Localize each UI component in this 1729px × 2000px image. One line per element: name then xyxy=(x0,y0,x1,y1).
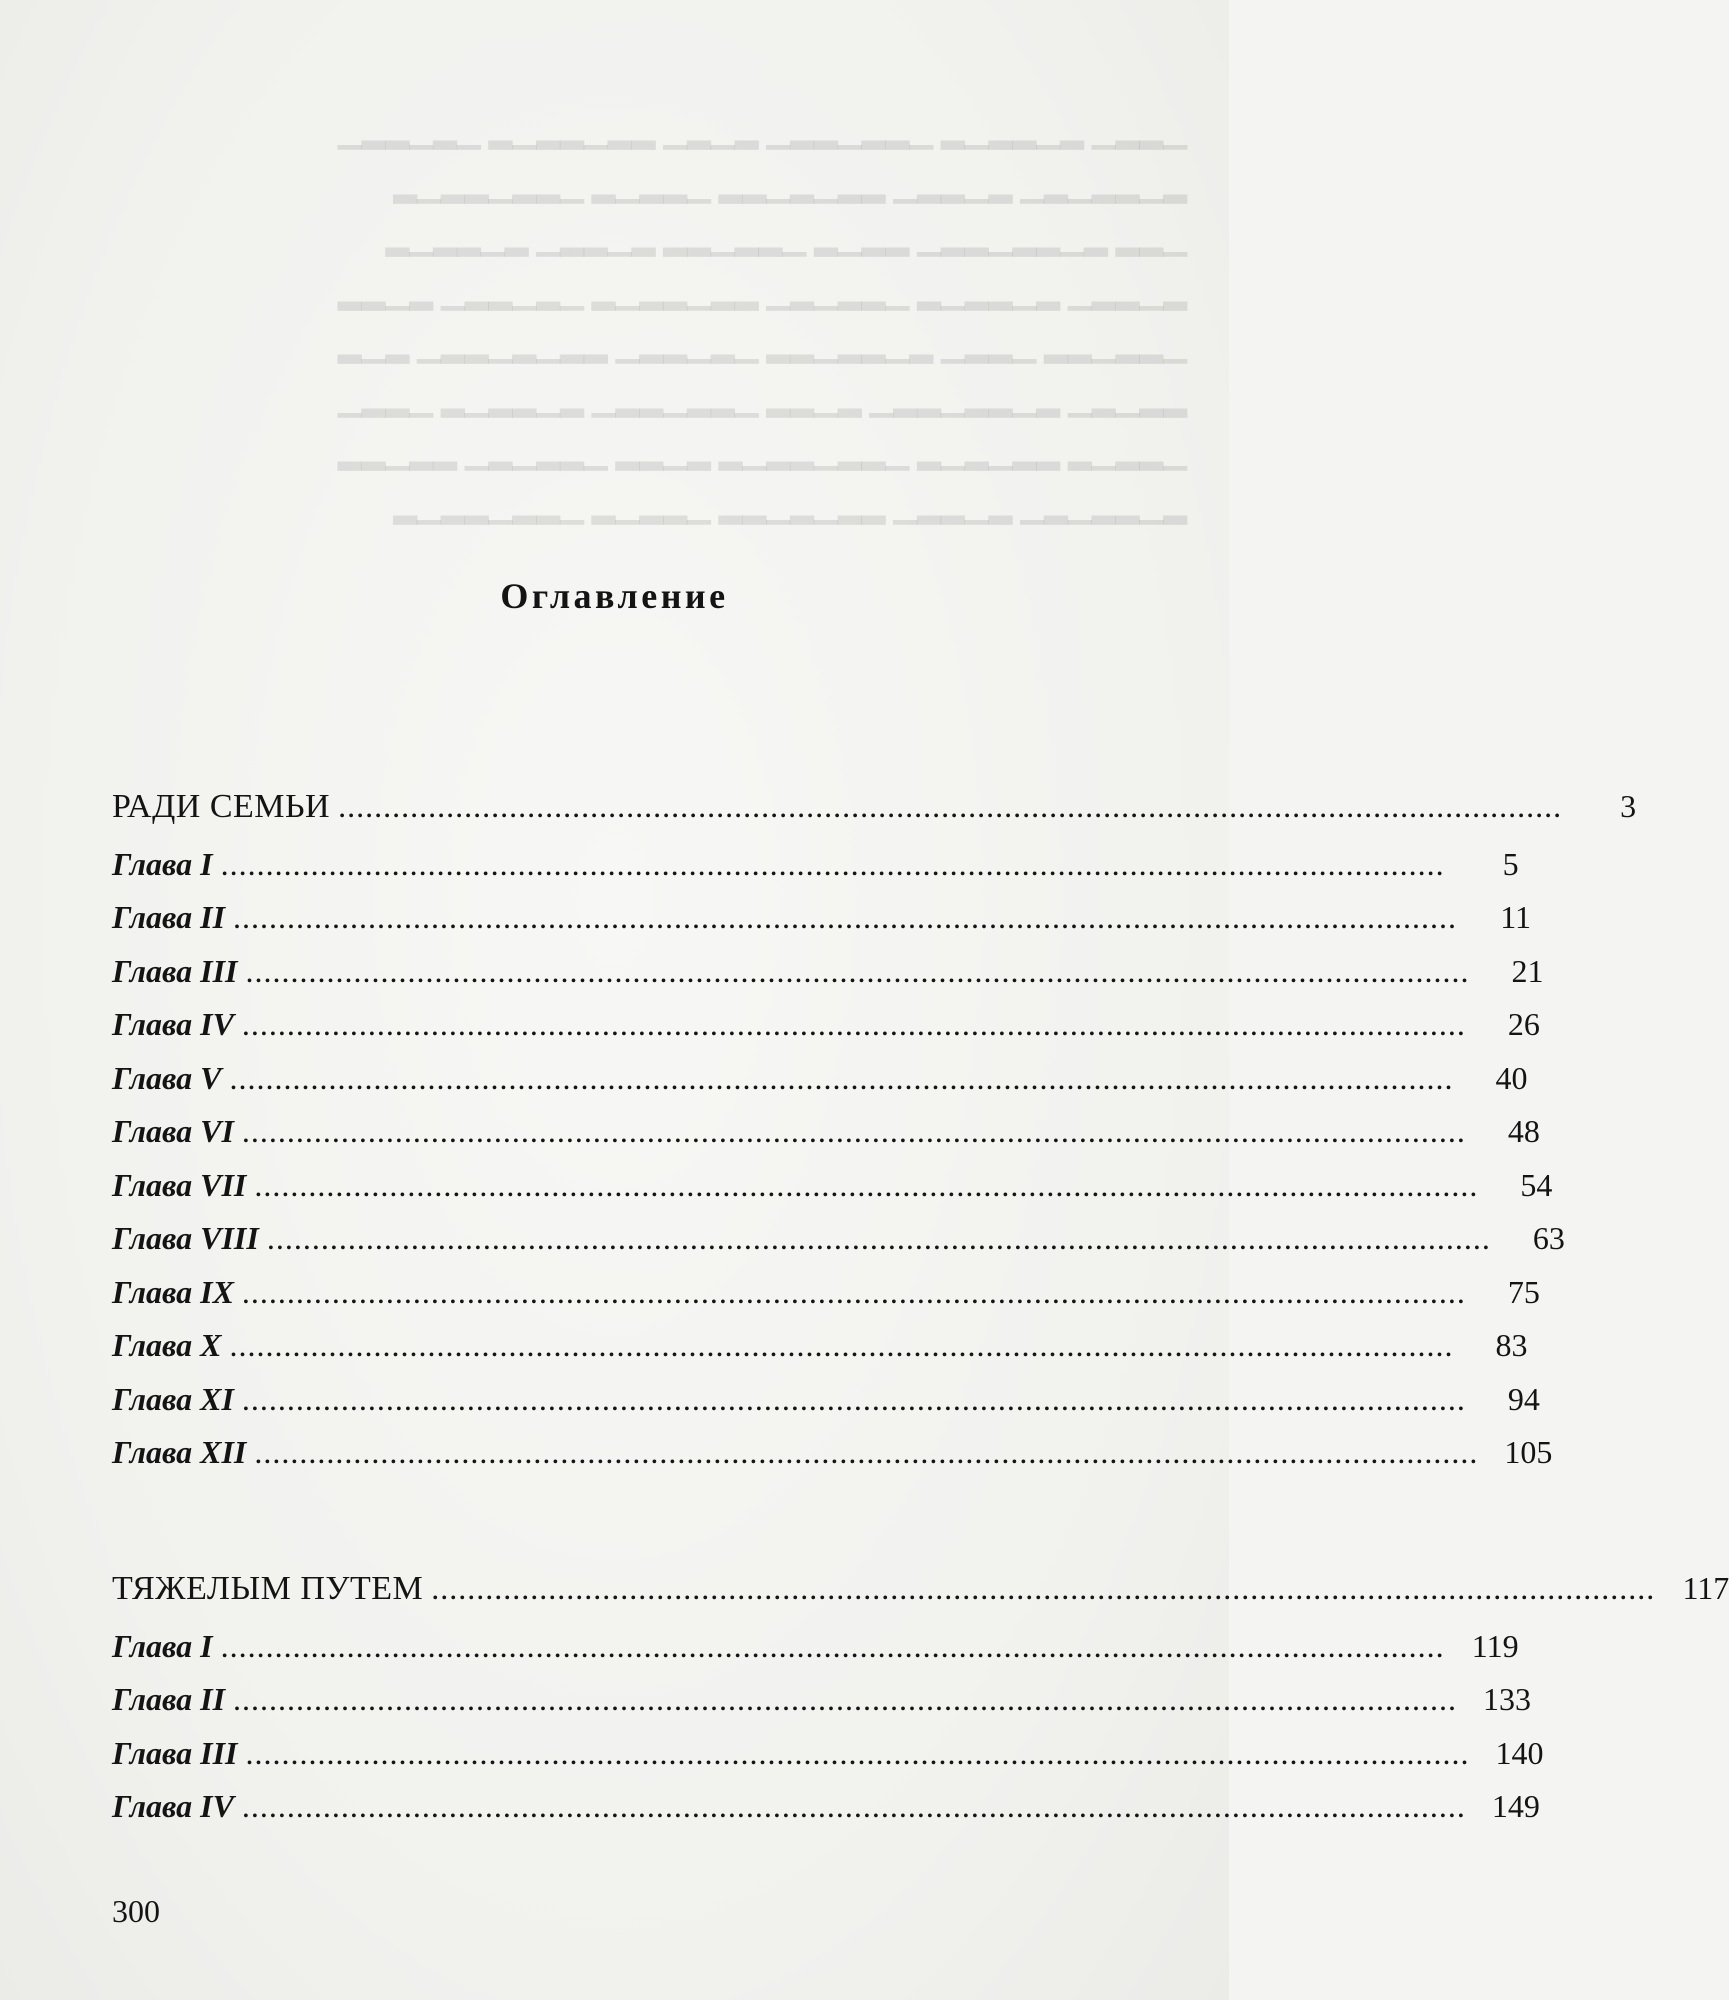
toc-entry-page: 3 xyxy=(1620,788,1637,824)
page-number: 300 xyxy=(112,1893,160,1929)
bleed-through-text: ▁▂▂▁ ▂▁▂▂▁▂ ▁▂▂▁▂▂▁ ▂▁▂▁ ▂▂▁▂▂▁▂ ▁▂▁▂▂▁ ▂▁▂▂▁▂▁ ▂▁▂▂▁ ▂▂▁▂▁▂▂ ▁▂▂▁▂ ▁▂▂▁▂▂▁▂ ▁▂▂ ▂▁▂▂▁▂▂▁ ▂▂▁▂ ▁▂▂▁▂▂ ▂▁▂▂▁ ▂▁▂▂▁▂ ▂▁▂▂▁ ▂▁▂▂▁▂ ▁▂▂▁▂▁ ▂▂▁▂▂▁▂ ▁▂▁▂▂▁ ▂▁▂▂ ▁▂▂▁▂▂ ▁▂▂▁ ▂▁▂▂▁▂▂ ▁▂▁▂▂▁ ▂▂▁▂▁▂▂▁ ▂▁▂ ▂▂▁▂▁ ▂▁▂▂▁▂▂▁ ▂▁▂▂ ▁▂▂▁▂▂▁ ▂▁▂▂▁▂ ▁▂▂▁ ▁▂▂▁▂ ▂▂▁▂▁▂ ▁▂▂▁▂▂▁▂ ▂▁▂▂ ▁▂▂▁▂▁ ▂▂▁▂▂ ▂▁▂▂▁▂▁ ▂▁▂▂▁ ▂▂▁▂▁▂▂ ▁▂▂▁▂ ▁▂▂▁▂▂▁▂ xyxy=(337,114,1187,524)
toc-entry-title: Глава IX xyxy=(112,1273,234,1310)
toc-entry-title: Глава VIII xyxy=(112,1220,259,1256)
leader-dots: ........................................................................................................................................ xyxy=(245,952,1470,989)
toc-chapter-entry[interactable] xyxy=(112,891,1532,945)
toc-entry-title: Глава VI xyxy=(112,1113,234,1149)
leader-dots: ........................................................................................................................................ xyxy=(254,1166,1479,1203)
toc-entry-page: 63 xyxy=(1532,1220,1565,1256)
toc-entry-page: 54 xyxy=(1520,1166,1553,1203)
toc-entry-title: Глава II xyxy=(112,899,226,935)
toc-entry-title: Глава XII xyxy=(112,1434,247,1470)
toc-entry-page: 133 xyxy=(1483,1681,1532,1717)
leader-dots: ........................................................................................................................................ xyxy=(254,1434,1479,1470)
toc-entry-title: Глава IV xyxy=(112,1788,234,1824)
toc-chapter-entry[interactable] xyxy=(112,1673,1532,1727)
toc-entry-page: 83 xyxy=(1495,1327,1528,1363)
toc-entry-title: Глава IV xyxy=(112,1006,234,1042)
toc-chapter-entry[interactable] xyxy=(112,1319,1528,1373)
toc-entry-page: 94 xyxy=(1507,1380,1540,1417)
toc-chapter-entry[interactable] xyxy=(112,1266,1540,1320)
toc-chapter-entry[interactable] xyxy=(112,1212,1565,1266)
toc-part-1 xyxy=(112,780,1637,1480)
toc-entry-title: Глава III xyxy=(112,1734,238,1771)
leader-dots: ........................................................................................................................................ xyxy=(233,899,1458,935)
leader-dots: ........................................................................................................................................ xyxy=(220,1627,1445,1664)
leader-dots: ........................................................................................................................................ xyxy=(241,1113,1466,1149)
toc-entry-page: 40 xyxy=(1495,1059,1528,1096)
toc-chapter-entry[interactable] xyxy=(112,1620,1519,1674)
toc-entry-page: 11 xyxy=(1500,899,1532,935)
leader-dots: ........................................................................................................................................ xyxy=(241,1380,1466,1417)
contents-heading: Оглавление xyxy=(500,576,729,616)
toc-entry-page: 75 xyxy=(1507,1273,1540,1310)
toc-chapter-entry[interactable] xyxy=(112,1105,1540,1159)
toc-chapter-entry[interactable] xyxy=(112,998,1540,1052)
leader-dots: ........................................................................................................................................ xyxy=(229,1059,1454,1096)
toc-entry-page: 149 xyxy=(1491,1788,1540,1824)
leader-dots: ........................................................................................................................................ xyxy=(233,1681,1458,1717)
leader-dots: ........................................................................................................................................ xyxy=(266,1220,1491,1256)
toc-entry-title: ТЯЖЕЛЫМ ПУТЕМ xyxy=(112,1570,424,1607)
leader-dots: ........................................................................................................................................ xyxy=(338,788,1563,824)
toc-entry-page: 26 xyxy=(1507,1006,1540,1042)
toc-entry-page: 117 xyxy=(1682,1570,1729,1606)
toc-part-entry[interactable] xyxy=(112,1562,1729,1616)
toc-chapter-entry[interactable] xyxy=(112,1426,1553,1480)
toc-entry-title: Глава XI xyxy=(112,1380,234,1417)
toc-entry-title: Глава X xyxy=(112,1327,222,1363)
toc-chapter-entry[interactable] xyxy=(112,1373,1540,1427)
toc-entry-page: 140 xyxy=(1495,1734,1544,1771)
leader-dots: ........................................................................................................................................ xyxy=(241,1788,1466,1824)
leader-dots: ........................................................................................................................................ xyxy=(245,1734,1470,1771)
toc-chapter-entry[interactable] xyxy=(112,1052,1528,1106)
toc-chapter-entry[interactable] xyxy=(112,1780,1540,1834)
toc-entry-page: 119 xyxy=(1471,1627,1519,1664)
toc-entry-page: 5 xyxy=(1502,845,1519,882)
toc-entry-page: 21 xyxy=(1511,952,1544,989)
toc-entry-title: Глава II xyxy=(112,1681,226,1717)
toc-entry-title: Глава III xyxy=(112,952,238,989)
toc-entry-title: Глава V xyxy=(112,1059,222,1096)
toc-part-entry[interactable] xyxy=(112,780,1637,834)
toc-entry-page: 48 xyxy=(1507,1113,1540,1149)
toc-entry-page: 105 xyxy=(1504,1434,1553,1470)
toc-chapter-entry[interactable] xyxy=(112,1727,1544,1781)
toc-entry-title: Глава I xyxy=(112,845,213,882)
toc-chapter-entry[interactable] xyxy=(112,1159,1553,1213)
leader-dots: ........................................................................................................................................ xyxy=(241,1006,1466,1042)
toc-entry-title: Глава VII xyxy=(112,1166,247,1203)
toc-chapter-entry[interactable] xyxy=(112,945,1544,999)
leader-dots: ........................................................................................................................................ xyxy=(431,1570,1656,1606)
toc-entry-title: Глава I xyxy=(112,1627,213,1664)
toc-part-2 xyxy=(112,1562,1729,1834)
toc-chapter-entry[interactable] xyxy=(112,838,1519,892)
leader-dots: ........................................................................................................................................ xyxy=(229,1327,1454,1363)
leader-dots: ........................................................................................................................................ xyxy=(241,1273,1466,1310)
toc-entry-title: РАДИ СЕМЬИ xyxy=(112,788,331,825)
leader-dots: ........................................................................................................................................ xyxy=(220,845,1445,882)
